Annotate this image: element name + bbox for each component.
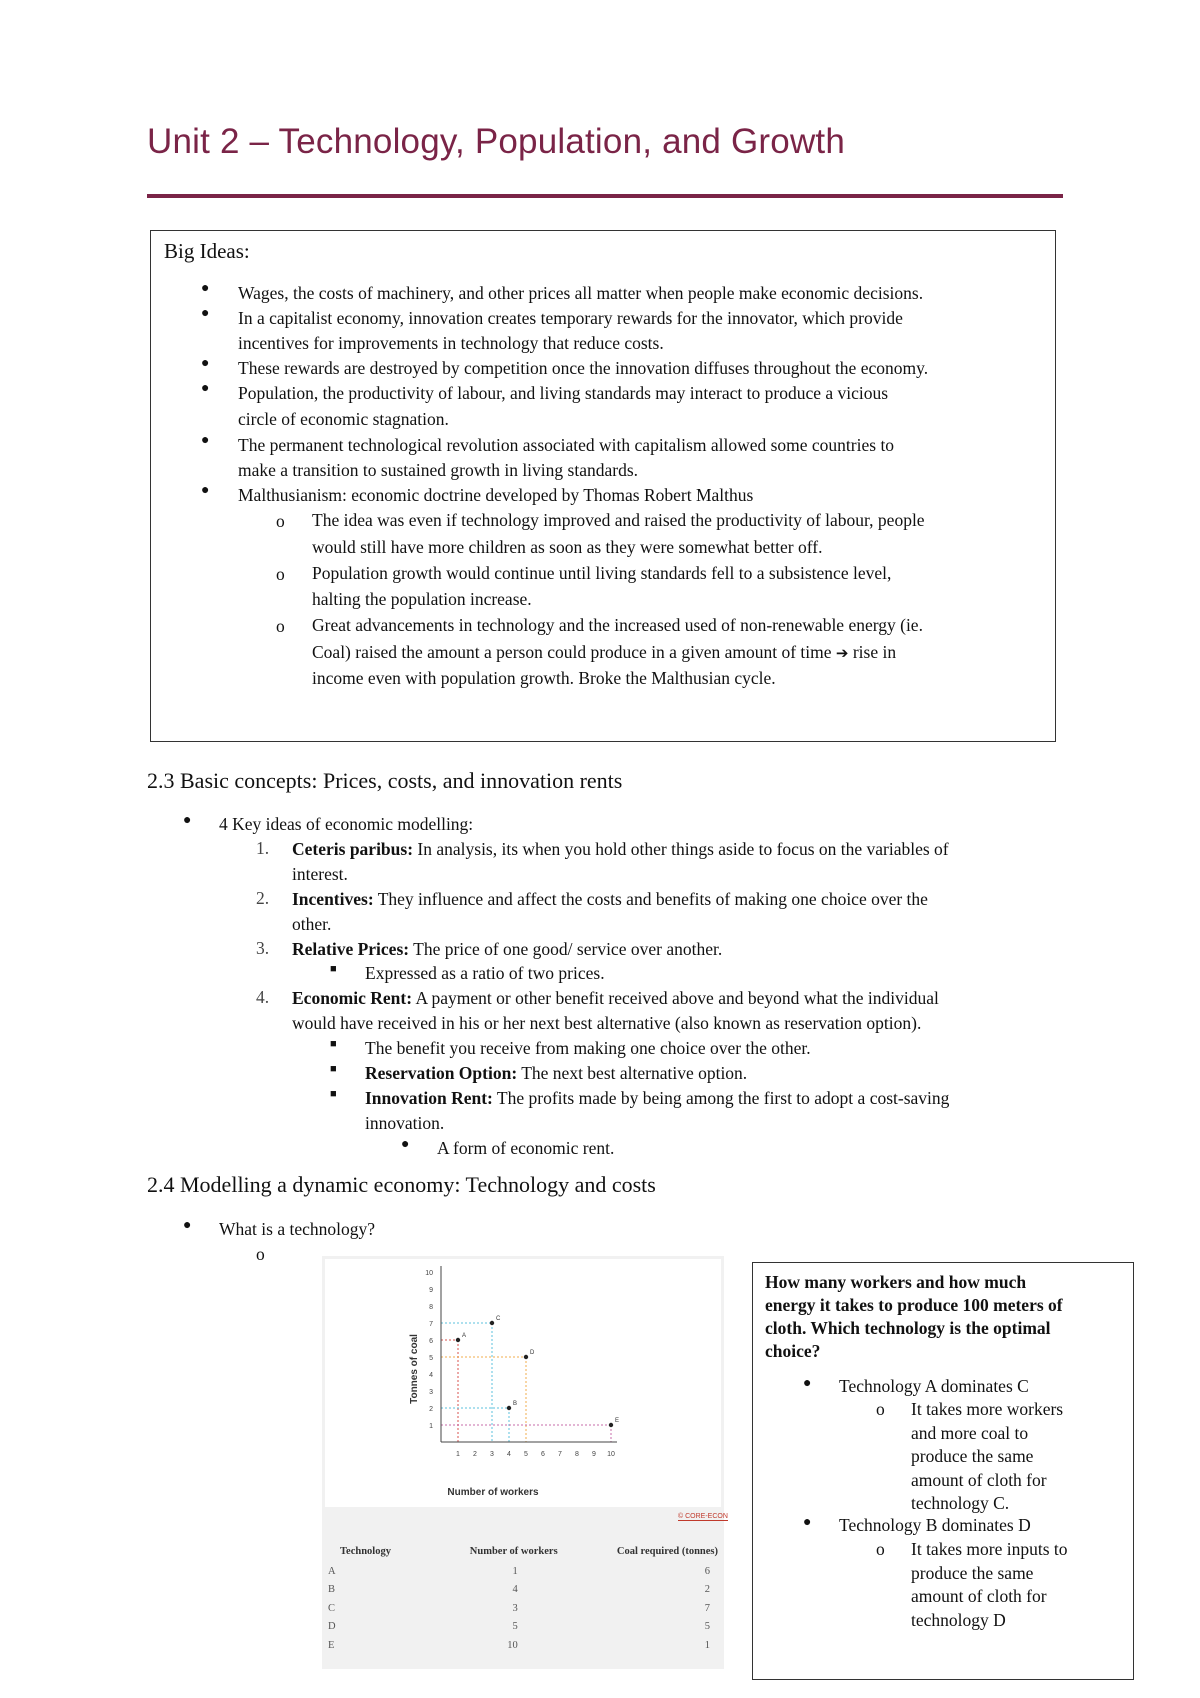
table-cell: 3	[512, 1602, 518, 1614]
key-idea-text: They influence and affect the costs and benefits of making one choice over the	[373, 889, 928, 909]
item-number: 2.	[256, 888, 270, 908]
x-tick-label: 7	[558, 1451, 562, 1458]
big-idea-2-cont: incentives for improvements in technology that reduce costs.	[238, 333, 664, 353]
sub-bullet-o: o	[276, 511, 285, 531]
table-row	[326, 1618, 720, 1637]
rent-sub-text: The profits made by being among the first to adopt a cost-saving	[492, 1088, 950, 1108]
key-idea-3	[292, 938, 722, 960]
rent-sub-1: The benefit you receive from making one choice over the other.	[365, 1038, 811, 1058]
data-point-d	[524, 1355, 528, 1359]
bullet-icon: ●	[401, 1137, 410, 1152]
x-tick-label: 10	[607, 1451, 615, 1458]
technology-chart	[325, 1259, 721, 1507]
table-cell: D	[328, 1621, 336, 1633]
sub-bullet-o: o	[876, 1399, 885, 1419]
rent-sub-2	[365, 1062, 747, 1084]
malthus-sub-2-cont: halting the population increase.	[312, 589, 532, 609]
reason-line: It takes more inputs to	[911, 1539, 1068, 1559]
y-tick-label: 7	[429, 1321, 433, 1328]
bullet-icon: ●	[201, 381, 210, 396]
page-title: Unit 2 – Technology, Population, and Growth	[147, 122, 846, 161]
key-idea-2	[292, 888, 928, 910]
malthus-sub-1-cont: would still have more children as soon as they were somewhat better off.	[312, 537, 823, 557]
technology-table	[326, 1540, 720, 1655]
bullet-icon: ●	[201, 433, 210, 448]
y-tick-label: 2	[429, 1406, 433, 1413]
y-tick-label: 1	[429, 1423, 433, 1430]
y-tick-label: 10	[425, 1270, 433, 1277]
data-point-c	[490, 1321, 494, 1325]
chart-points	[456, 1316, 619, 1427]
big-idea-4: Population, the productivity of labour, and living standards may interact to produce a vicious	[238, 383, 889, 403]
x-tick-label: 3	[490, 1451, 494, 1458]
point-label: D	[530, 1350, 535, 1356]
big-idea-4-cont: circle of economic stagnation.	[238, 409, 449, 429]
table-cell: 6	[704, 1565, 710, 1577]
rent-sub-text: The next best alternative option.	[517, 1063, 748, 1083]
x-tick-label: 9	[592, 1451, 596, 1458]
table-cell: E	[328, 1639, 335, 1651]
key-idea-term: Relative Prices:	[292, 939, 410, 959]
big-ideas-heading: Big Ideas:	[164, 239, 250, 263]
item-number: 1.	[256, 838, 270, 858]
sub-bullet-o: o	[276, 564, 285, 584]
key-idea-term: Economic Rent:	[292, 988, 413, 1008]
point-label: C	[496, 1316, 501, 1322]
key-idea-1	[292, 838, 949, 860]
data-point-a	[456, 1338, 460, 1342]
y-tick-label: 6	[429, 1338, 433, 1345]
dominance-a-c: Technology A dominates C	[839, 1376, 1029, 1396]
x-tick-label: 6	[541, 1451, 545, 1458]
big-idea-5-cont: make a transition to sustained growth in living standards.	[238, 460, 639, 480]
sub-bullet-o: o	[276, 616, 285, 636]
point-label: B	[513, 1401, 518, 1407]
malthus-sub-3-cont	[312, 641, 896, 664]
rent-sub-3-sub: A form of economic rent.	[437, 1138, 615, 1158]
key-idea-term: Ceteris paribus:	[292, 839, 414, 859]
big-idea-3: These rewards are destroyed by competition once the innovation diffuses throughout the economy.	[238, 358, 929, 378]
col-header: Coal required (tonnes)	[616, 1545, 718, 1557]
bullet-icon: ●	[183, 813, 192, 828]
reason-line: technology C.	[911, 1493, 1010, 1513]
y-axis-label: Tonnes of coal	[409, 1334, 420, 1404]
table-row	[326, 1581, 720, 1600]
table-cell: C	[328, 1602, 336, 1614]
key-idea-term: Incentives:	[292, 889, 374, 909]
question-line: energy it takes to produce 100 meters of	[765, 1295, 1063, 1315]
x-tick-label: 1	[456, 1451, 460, 1458]
rent-sub-3-cont: innovation.	[365, 1113, 445, 1133]
bullet-icon: ●	[803, 1515, 812, 1530]
key-idea-4-cont: would have received in his or her next best alternative (also known as reservation option).	[292, 1013, 922, 1033]
chart-svg	[325, 1259, 721, 1507]
data-point-b	[507, 1406, 511, 1410]
relative-prices-sub: Expressed as a ratio of two prices.	[365, 963, 605, 983]
y-tick-label: 4	[429, 1372, 433, 1379]
y-tick-label: 3	[429, 1389, 433, 1396]
sub-bullet-o: o	[876, 1539, 885, 1559]
reason-line: produce the same	[911, 1562, 1034, 1583]
chart-axes	[441, 1266, 620, 1442]
malthus-sub-3-text: Coal) raised the amount a person could produce in a given amount of time	[312, 642, 832, 662]
square-bullet-icon: ■	[330, 1063, 337, 1075]
malthus-sub-2: Population growth would continue until living standards fell to a subsistence level,	[312, 563, 892, 583]
key-idea-text: The price of one good/ service over another.	[409, 939, 723, 959]
point-label: A	[462, 1333, 467, 1339]
point-label: E	[615, 1418, 620, 1424]
big-idea-5: The permanent technological revolution associated with capitalism allowed some countries to	[238, 435, 895, 455]
key-idea-2-cont: other.	[292, 914, 332, 934]
x-axis-label: Number of workers	[447, 1487, 539, 1498]
reason-line: and more coal to	[911, 1422, 1029, 1443]
table-row	[326, 1599, 720, 1618]
malthus-sub-3-end: income even with population growth. Broke the Malthusian cycle.	[312, 668, 776, 688]
key-idea-text: A payment or other benefit received above and beyond what the individual	[412, 988, 939, 1008]
technology-question: What is a technology?	[219, 1219, 375, 1239]
big-idea-2: In a capitalist economy, innovation creates temporary rewards for the innovator, which provide	[238, 308, 903, 328]
square-bullet-icon: ■	[330, 1038, 337, 1050]
arrow-right-icon: ➔	[835, 644, 849, 662]
x-tick-label: 5	[524, 1451, 528, 1458]
y-tick-label: 9	[429, 1287, 433, 1294]
table-header-row	[326, 1540, 720, 1562]
malthus-sub-3: Great advancements in technology and the increased used of non-renewable energy (ie.	[312, 615, 923, 635]
rent-sub-term: Reservation Option:	[365, 1063, 518, 1083]
chart-ticks	[425, 1270, 615, 1458]
x-tick-label: 8	[575, 1451, 579, 1458]
table-cell: B	[328, 1584, 336, 1596]
table-cell: A	[328, 1565, 336, 1577]
key-ideas-intro: 4 Key ideas of economic modelling:	[219, 814, 474, 834]
table-row	[326, 1636, 720, 1655]
malthus-sub-3-tail: rise in	[852, 642, 897, 662]
key-idea-text: In analysis, its when you hold other things aside to focus on the variables of	[413, 839, 949, 859]
reason-line: produce the same	[911, 1446, 1034, 1466]
square-bullet-icon: ■	[330, 963, 337, 975]
reason-line: technology D	[911, 1609, 1006, 1630]
key-idea-4	[292, 987, 939, 1009]
x-tick-label: 4	[507, 1451, 511, 1458]
table-cell: 4	[512, 1584, 518, 1596]
reason-line: amount of cloth for	[911, 1469, 1047, 1490]
data-point-e	[609, 1423, 613, 1427]
question-line: cloth. Which technology is the optimal	[765, 1318, 1051, 1338]
question-line: choice?	[765, 1341, 821, 1361]
table-cell: 1	[512, 1565, 518, 1577]
key-idea-1-cont: interest.	[292, 864, 348, 884]
col-header: Technology	[340, 1545, 391, 1557]
table-cell: 10	[507, 1639, 518, 1651]
reason-line: It takes more workers	[911, 1399, 1064, 1419]
bullet-icon: ●	[201, 306, 210, 321]
bullet-icon: ●	[803, 1376, 812, 1391]
bullet-icon: ●	[183, 1218, 192, 1233]
section-2-3-heading: 2.3 Basic concepts: Prices, costs, and innovation rents	[147, 768, 623, 793]
table-row	[326, 1562, 720, 1581]
col-header: Number of workers	[469, 1545, 558, 1557]
title-divider	[147, 194, 1063, 198]
reason-line: amount of cloth for	[911, 1586, 1047, 1606]
bullet-icon: ●	[201, 281, 210, 296]
rent-sub-3	[365, 1087, 949, 1109]
table-cell: 1	[704, 1639, 710, 1651]
table-cell: 5	[512, 1621, 518, 1633]
question-line: How many workers and how much	[765, 1272, 1027, 1292]
y-tick-label: 8	[429, 1304, 433, 1311]
bullet-icon: ●	[201, 483, 210, 498]
x-tick-label: 2	[473, 1451, 477, 1458]
bullet-icon: ●	[201, 356, 210, 371]
table-cell: 5	[704, 1621, 710, 1633]
rent-sub-term: Innovation Rent:	[365, 1088, 493, 1108]
y-tick-label: 5	[429, 1355, 433, 1362]
item-number: 3.	[256, 938, 270, 958]
square-bullet-icon: ■	[330, 1088, 337, 1100]
sub-bullet-o: o	[256, 1244, 265, 1264]
table-cell: 2	[704, 1584, 710, 1596]
item-number: 4.	[256, 987, 270, 1007]
chart-guides	[441, 1323, 611, 1442]
dominance-b-d: Technology B dominates D	[839, 1515, 1031, 1535]
big-idea-6: Malthusianism: economic doctrine developed by Thomas Robert Malthus	[238, 485, 754, 505]
section-2-4-heading: 2.4 Modelling a dynamic economy: Technology and costs	[147, 1172, 656, 1197]
big-idea-1: Wages, the costs of machinery, and other prices all matter when people make economic decisions.	[238, 283, 924, 303]
table-cell: 7	[704, 1602, 710, 1614]
malthus-sub-1: The idea was even if technology improved and raised the productivity of labour, people	[312, 510, 925, 530]
source-credit: © CORE-ECON	[678, 1513, 728, 1520]
